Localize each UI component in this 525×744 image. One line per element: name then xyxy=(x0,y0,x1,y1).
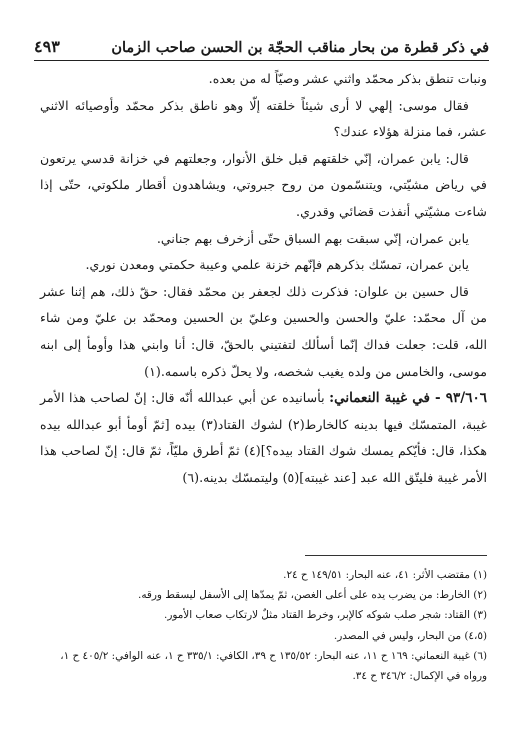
header-rule xyxy=(34,60,489,61)
page-number: ٤٩٣ xyxy=(34,37,60,56)
footnote: (١) مقتضب الأثر: ٤١، عنه البحار: ١٤٩/٥١ ح ٢٤. xyxy=(283,569,487,581)
paragraph: ونبات تنطق بذكر محمّد واثني عشر وصيّاً له من بعده. xyxy=(208,71,487,86)
footnote: (٣) القتاد: شجر صلب شوكه كالإبر، وخرط القتاد مثلٌ لارتكاب صعاب الأمور. xyxy=(164,609,487,622)
paragraph: قال: يابن عمران، إنّي خلقتهم قبل خلق الأنوار، وجعلتهم في خزانة قدسي يرتعون في رياض مشيّتي، ويتنسّمون من روح جبروتي، ويشاهدون أقطار ملكوتي، حتّى إذا شاءت مشيّتي أنفذت قضائي وقدري. xyxy=(40,150,487,219)
paragraph: يابن عمران، إنّي سبقت بهم السباق حتّى أزخرف بهم جناني. xyxy=(156,230,469,246)
footnote-rule xyxy=(305,555,487,556)
paragraph: فقال موسى: إلهي لا أرى شيئاً خلقته إلّا وهو ناطق بذكر محمّد وأوصيائه الاثني عشر، فما منزلة هؤلاء عندك؟ xyxy=(40,97,487,140)
running-title: في ذكر قطرة من بحار مناقب الحجّة بن الحسن صاحب الزمان xyxy=(111,39,489,56)
narration-text: بأسانيده عن أبي عبدالله أنّه قال: إنّ لصاحب هذا الأمر غيبة، المتمسّك فيها بدينه كالخارط(٢) لشوك القتاد(٣) بيده [ثمّ أومأ أبو عبدالله بيده هكذا، قال: فأيّكم يمسك شوك القتاد بيده؟](٤) ثمّ أطرق مليّاً، ثمّ قال: إنّ لصاحب هذا الأمر غيبة فليتّق الله عبد [عند غيبته](٥) وليتمسّك بدينه.(٦) xyxy=(40,390,488,485)
paragraph: يابن عمران، تمسّك بذكرهم فإنّهم خزنة علمي وعيبة حكمتي ومعدن نوري. xyxy=(85,257,469,273)
footnote: (٤،٥) من البحار، وليس في المصدر. xyxy=(333,629,487,642)
footnote: (٦) غيبة النعماني: ١٦٩ ح ١١، عنه البحار: ١٣٥/٥٢ ح ٣٩، الكافي: ٣٣٥/١ ح ١، عنه الوافي: ٤٠٥/٢ ح ١، ورواه في الإكمال: ٣٤٦/٢ ح ٣٤. xyxy=(60,649,487,683)
narration-paragraph xyxy=(40,385,487,491)
narration-number: ٩٣/٦٠٦ - في غيبة النعماني: xyxy=(329,390,487,407)
footnote: (٢) الخارط: من يضرب يده على أعلى الغصن، ثمّ يمدّها إلى الأسفل ليسقط ورقه. xyxy=(138,589,487,602)
page-header xyxy=(34,30,489,56)
footnotes xyxy=(40,565,487,686)
body-text xyxy=(40,66,487,492)
paragraph: قال حسين بن علوان: فذكرت ذلك لجعفر بن محمّد فقال: حقّ ذلك، هم إثنا عشر من آل محمّد: عليّ والحسن والحسين وعليّ بن الحسين ومحمّد بن عليّ ومن شاء الله، قلت: جعلت فداك إنّما أسألك لتفتيني بالحقّ، قال: أنا وابني هذا وأومأ إلى ابنه موسى، والخامس من ولده يغيب شخصه، ولا يحلّ ذكره باسمه.(١) xyxy=(40,283,487,379)
